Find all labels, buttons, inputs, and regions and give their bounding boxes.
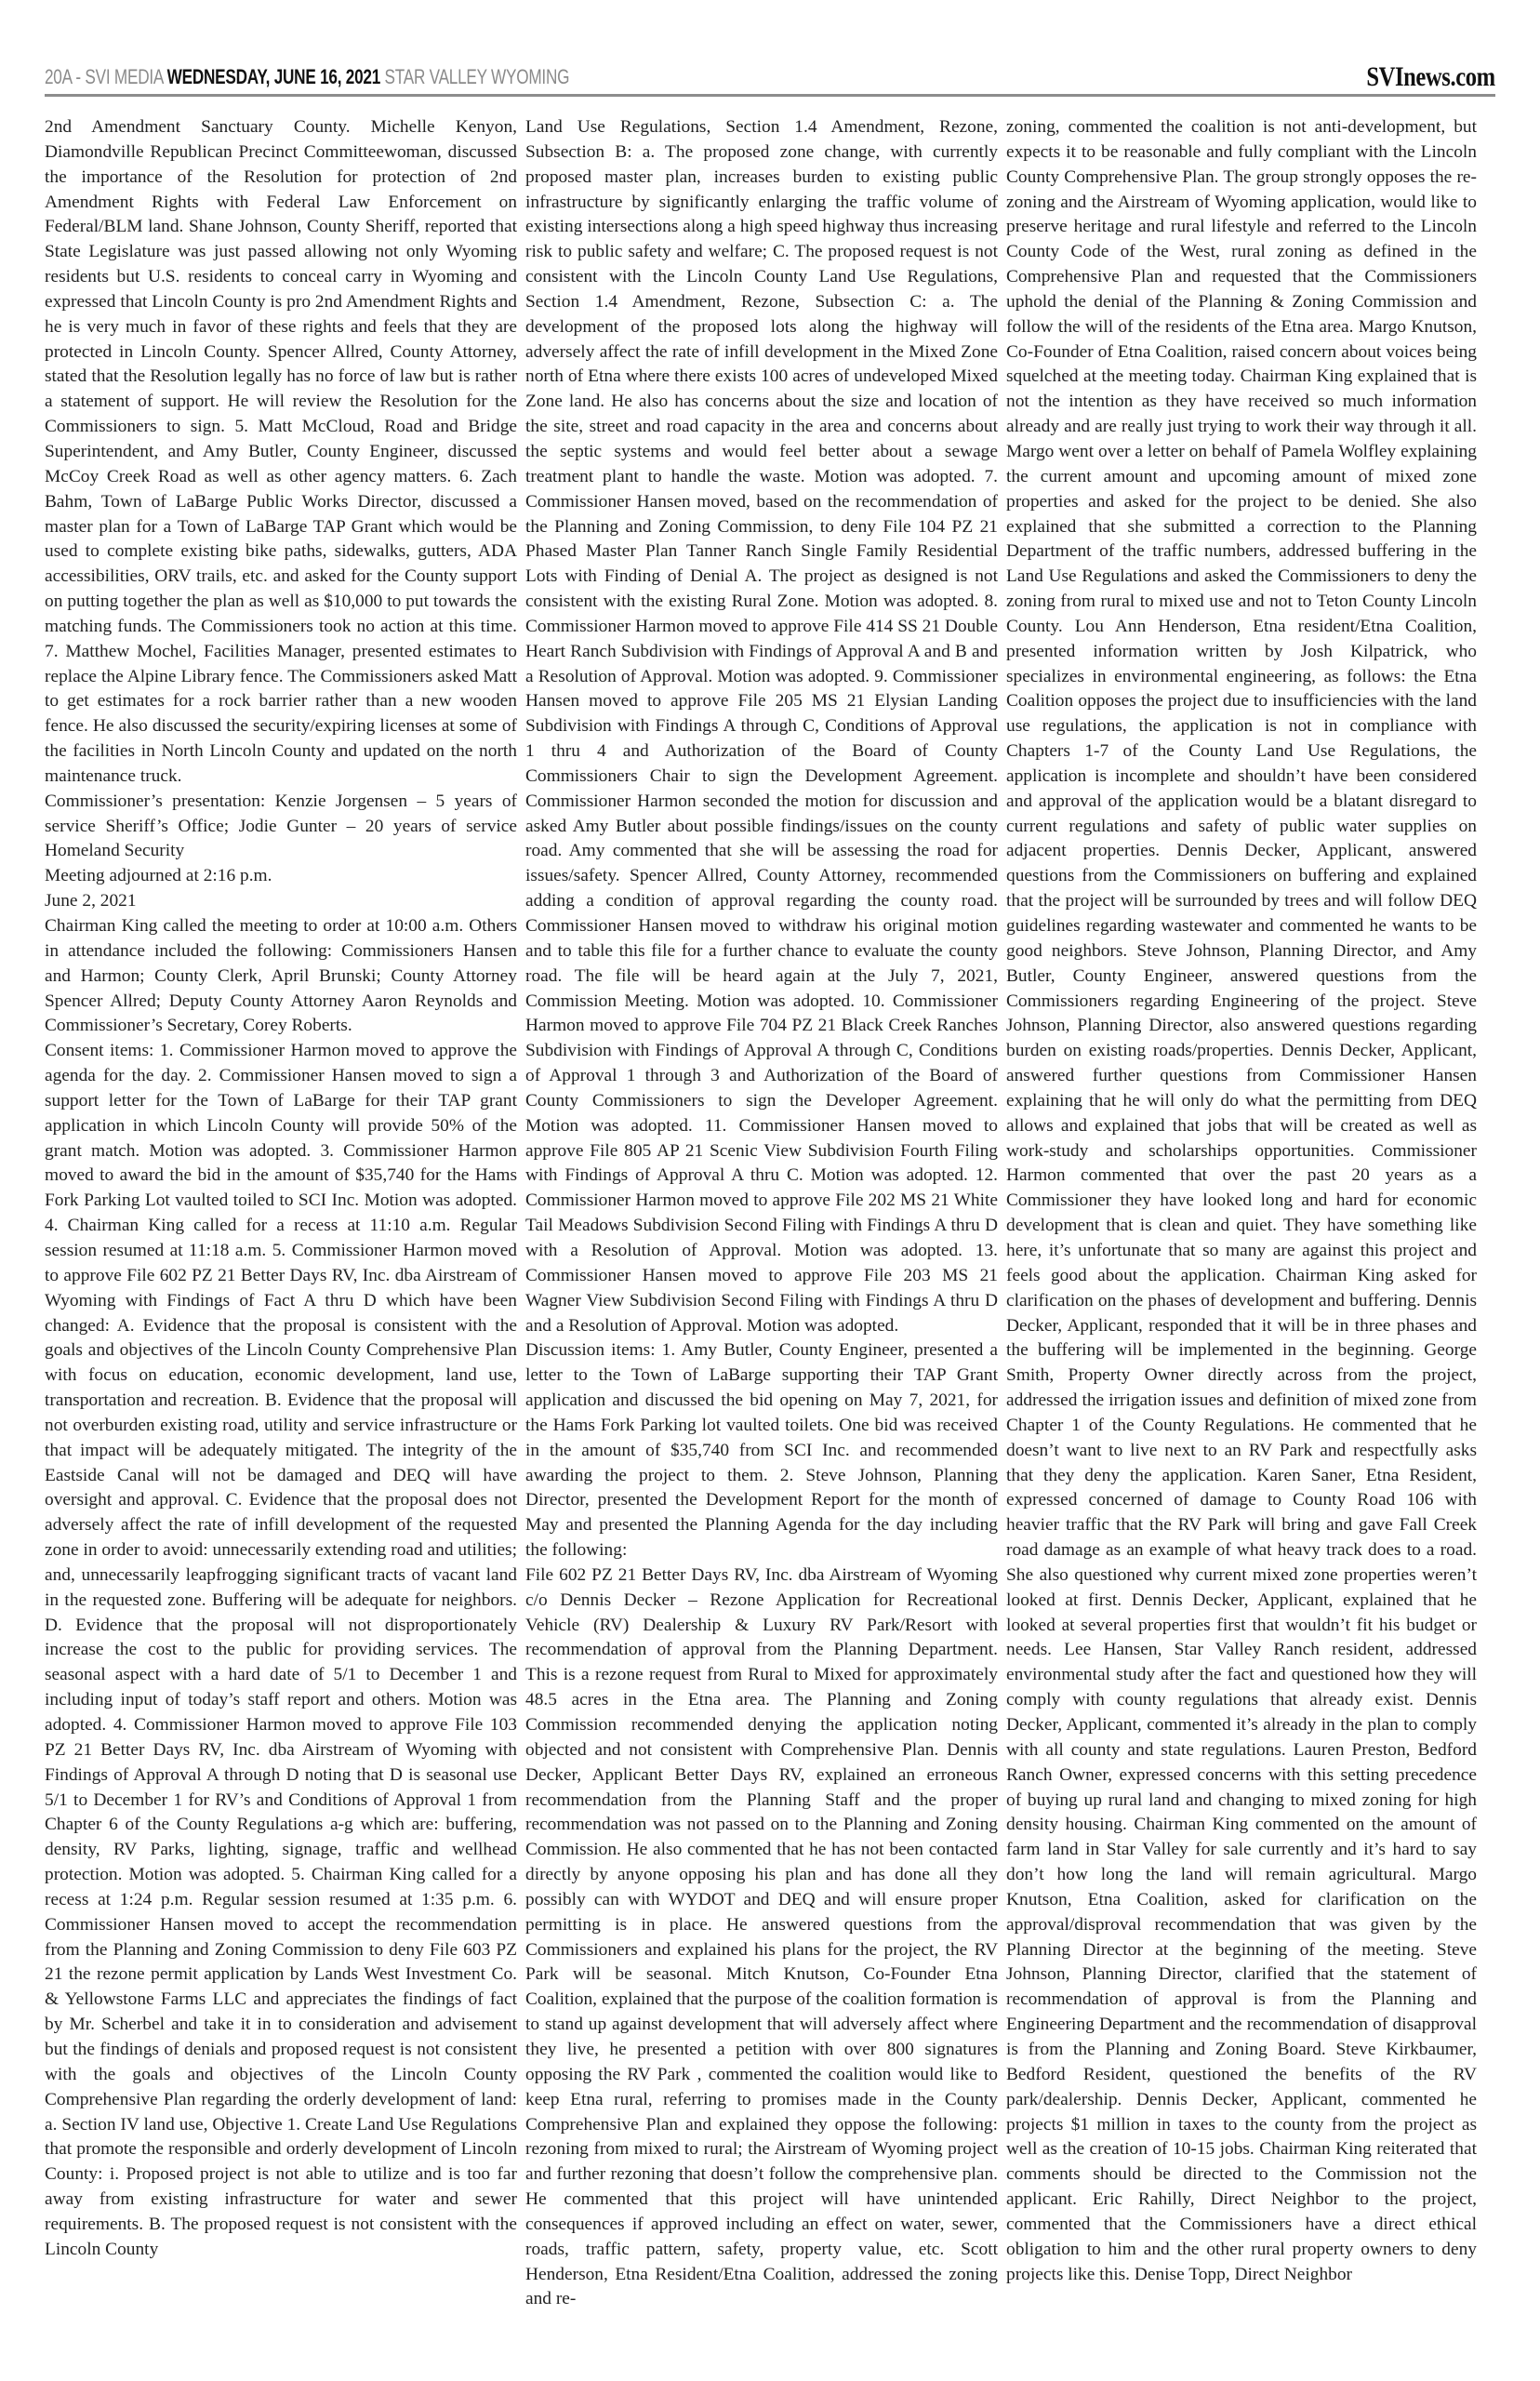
page-number: 20A - SVI MEDIA <box>45 65 164 88</box>
paragraph: File 602 PZ 21 Better Days RV, Inc. dba Airstream of Wyoming c/o Dennis Decker – Rezone Application for Recreational Vehicle (RV) Dealership & Luxury RV Park/Resort with recommendation of approval from the Planning Department. This is a rezone request from Rural to Mixed for approximately 48.5 acres in the Etna area. The Planning and Zoning Commission recommended denying the application noting objected and not consistent with Comprehensive Plan. Dennis Decker, Applicant Better Days RV, explained an erroneous recommendation from the Planning Staff and the proper recommendation was not passed on to the Planning and Zoning Commission. He also commented that he has not been contacted directly by anyone opposing his plan and has done all they possibly can with WYDOT and DEQ and will ensure proper permitting is in place. He answered questions from the Commissioners and explained his plans for the project, the RV Park will be seasonal. Mitch Knutson, Co-Founder Etna Coalition, explained that the purpose of the coalition formation is to stand up against development that will adversely affect where they live, he presented a petition with over 800 signatures opposing the RV Park , commented the coalition would like to keep Etna rural, referring to promises made in the County Comprehensive Plan and explained they oppose the following: rezoning from mixed to rural; the Airstream of Wyoming project and further rezoning that doesn’t follow the comprehensive plan. He commented that this project will have unintended consequences if approved including an effect on water, sewer, roads, traffic pattern, safety, property value, etc. Scott Henderson, Etna Resident/Etna Coalition, addressed the zoning and re- <box>525 1564 998 2309</box>
paragraph: zoning, commented the coalition is not anti-development, but expects it to be reasonable and fully compliant with the Lincoln County Comprehensive Plan. The group strongly opposes the re-zoning and the Airstream of Wyoming application, would like to preserve heritage and rural lifestyle and referred to the Lincoln County Code of the West, rural zoning as defined in the Comprehensive Plan and requested that the Commissioners uphold the denial of the Planning & Zoning Commission and follow the will of the residents of the Etna area. Margo Knutson, Co-Founder of Etna Coalition, raised concern about voices being squelched at the meeting today. Chairman King explained that is not the intention as they have received so much information already and are really just trying to work their way through it all. Margo went over a letter on behalf of Pamela Wolfley explaining the current amount and upcoming amount of mixed zone properties and asked for the project to be denied. She also explained that she submitted a correction to the Planning Department of the traffic numbers, addressed buffering in the Land Use Regulations and asked the Commissioners to deny the zoning from rural to mixed use and not to Teton County Lincoln County. Lou Ann Henderson, Etna resident/Etna Coalition, presented information written by Josh Kilpatrick, who specializes in environmental engineering, as follows: the Etna Coalition opposes the project due to insufficiencies with the land use regulations, the application is not in compliance with Chapters 1-7 of the County Land Use Regulations, the application is incomplete and shouldn’t have been considered and approval of the application would be a blatant disregard to current regulations and safety of public water supplies on adjacent properties. Dennis Decker, Applicant, answered questions from the Commissioners on buffering and explained that the project will be surrounded by trees and will follow DEQ guidelines regarding wastewater and commented he wants to be good neighbors. Steve Johnson, Planning Director, and Amy Butler, County Engineer, answered questions from the Commissioners regarding Engineering of the project. Steve Johnson, Planning Director, also answered questions regarding burden on existing roads/properties. Dennis Decker, Applicant, answered further questions from Commissioner Hansen explaining that he will only do what the permitting from DEQ allows and explained that jobs that will be created as well as work-study and scholarships opportunities. Commissioner Harmon commented that over the past 20 years as a Commissioner they have looked long and hard for economic development that is clean and quiet. They have something like here, it’s unfortunate that so many are against this project and feels good about the application. Chairman King asked for clarification on the phases of development and buffering. Dennis Decker, Applicant, responded that it will be in three phases and the buffering will be implemented in the beginning. George Smith, Property Owner directly across from the project, addressed the irrigation issues and definition of mixed zone from Chapter 1 of the County Regulations. He commented that he doesn’t want to live next to an RV Park and respectfully asks that they deny the application. Karen Saner, Etna Resident, expressed concerned of damage to County Road 106 with heavier traffic that the RV Park will bring and gave Fall Creek road damage as an example of what heavy track does to a road. She also questioned why current mixed zone properties weren’t looked at first. Dennis Decker, Applicant, explained that he looked at several properties first that wouldn’t fit his budget or needs. Lee Hansen, Star Valley Ranch resident, addressed environmental study after the fact and questioned how they will comply with county regulations that already exist. Dennis Decker, Applicant, commented it’s already in the plan to comply with all county and state regulations. Lauren Preston, Bedford Ranch Owner, expressed concerns with this setting precedence of buying up rural land and changing to mixed zoning for high density housing. Chairman King commented on the amount of farm land in Star Valley for sale currently and it’s hard to say don’t how long the land will remain agricultural. Margo Knutson, Etna Coalition, asked for clarification on the approval/disproval recommendation that was given by the Planning Director at the beginning of the meeting. Steve Johnson, Planning Director, clarified that the statement of recommendation of approval is from the Planning and Engineering Department and the recommendation of disapproval is from the Planning and Zoning Board. Steve Kirkbaumer, Bedford Resident, questioned the benefits of the RV park/dealership. Dennis Decker, Applicant, commented he projects $1 million in taxes to the county from the project as well as the creation of 10-15 jobs. Chairman King reiterated that comments should be directed to the Commission not the applicant. Eric Rahilly, Direct Neighbor to the project, commented that the Commissioners have a direct ethical obligation to him and the other rural property owners to deny projects like this. Denise Topp, Direct Neighbor <box>1006 117 1477 2284</box>
issue-date: WEDNESDAY, JUNE 16, 2021 <box>166 65 381 88</box>
page-folio <box>45 65 569 89</box>
paragraph: Consent items: 1. Commissioner Harmon moved to approve the agenda for the day. 2. Commissioner Hansen moved to sign a support letter for the Town of LaBarge for their TAP grant application in which Lincoln County will provide 50% of the grant match. Motion was adopted. 3. Commissioner Harmon moved to award the bid in the amount of $35,740 for the Hams Fork Parking Lot vaulted toiled to SCI Inc. Motion was adopted. 4. Chairman King called for a recess at 11:10 a.m. Regular session resumed at 11:18 a.m. 5. Commissioner Harmon moved to approve File 602 PZ 21 Better Days RV, Inc. dba Airstream of Wyoming with Findings of Fact A thru D which have been changed: A. Evidence that the proposal is consistent with the goals and objectives of the Lincoln County Comprehensive Plan with focus on education, economic development, land use, transportation and recreation. B. Evidence that the proposal will not overburden existing road, utility and service infrastructure or that impact will be adequately mitigated. The integrity of the Eastside Canal will not be damaged and DEQ will have oversight and approval. C. Evidence that the proposal does not adversely affect the rate of infill development of the requested zone in order to avoid: unnecessarily extending road and utilities; and, unnecessarily leapfrogging significant tracts of vacant land in the requested zone. Buffering will be adequate for neighbors. D. Evidence that the proposal will not disproportionately increase the cost to the public for providing services. The seasonal aspect with a hard date of 5/1 to December 1 and including input of today’s staff report and others. Motion was adopted. 4. Commissioner Harmon moved to approve File 103 PZ 21 Better Days RV, Inc. dba Airstream of Wyoming with Findings of Approval A through D noting that D is seasonal use 5/1 to December 1 for RV’s and Conditions of Approval 1 from Chapter 6 of the County Regulations a-g which are: buffering, density, RV Parks, lighting, signage, traffic and wellhead protection. Motion was adopted. 5. Chairman King called for a recess at 1:24 p.m. Regular session resumed at 1:35 p.m. 6. Commissioner Hansen moved to accept the recommendation from the Planning and Zoning Commission to deny File 603 PZ 21 the rezone permit application by Lands West Investment Co. & Yellowstone Farms LLC and appreciates the findings of fact by Mr. Scherbel and take it in to consideration and advisement but the findings of denials and proposed request is not consistent with the goals and objectives of the Lincoln County Comprehensive Plan regarding the orderly development of land: a. Section IV land use, Objective 1. Create Land Use Regulations that promote the responsible and orderly development of Lincoln County: i. Proposed project is not able to utilize and is too far away from existing infrastructure for water and sewer requirements. B. The proposed request is not consistent with the Lincoln County <box>45 1041 517 2259</box>
site-name: SVInews.com <box>1366 61 1495 92</box>
article-column-2 <box>525 115 998 2309</box>
paragraph: Commissioner’s presentation: Kenzie Jorgensen – 5 years of service Sheriff’s Office; Jodie Gunter – 20 years of service Homeland Security <box>45 791 517 861</box>
paragraph: Discussion items: 1. Amy Butler, County Engineer, presented a letter to the Town of LaBarge supporting their TAP Grant application and discussed the bid opening on May 7, 2021, for the Hams Fork Parking lot vaulted toilets. One bid was received in the amount of $35,740 from SCI Inc. and recommended awarding the project to them. 2. Steve Johnson, Planning Director, presented the Development Report for the month of May and presented the Planning Agenda for the day including the following: <box>525 1340 998 1561</box>
masthead <box>45 61 1495 95</box>
paragraph: 2nd Amendment Sanctuary County. Michelle Kenyon, Diamondville Republican Precinct Committeewoman, discussed the importance of the Resolution for protection of 2nd Amendment Rights with Federal Law Enforcement on Federal/BLM land. Shane Johnson, County Sheriff, reported that State Legislature was just passed allowing not only Wyoming residents but U.S. residents to conceal carry in Wyoming and expressed that Lincoln County is pro 2nd Amendment Rights and he is very much in favor of these rights and feels that they are protected in Lincoln County. Spencer Allred, County Attorney, stated that the Resolution legally has no force of law but is rather a statement of support. He will review the Resolution for the Commissioners to sign. 5. Matt McCloud, Road and Bridge Superintendent, and Amy Butler, County Engineer, discussed McCoy Creek Road as well as other agency matters. 6. Zach Bahm, Town of LaBarge Public Works Director, discussed a master plan for a Town of LaBarge TAP Grant which would be used to complete existing bike paths, sidewalks, gutters, ADA accessibilities, ORV trails, etc. and asked for the County support on putting together the plan as well as $10,000 to put towards the matching funds. The Commissioners took no action at this time. 7. Matthew Mochel, Facilities Manager, presented estimates to replace the Alpine Library fence. The Commissioners asked Matt to get estimates for a rock barrier rather than a new wooden fence. He also discussed the security/expiring licenses at some of the facilities in North Lincoln County and updated on the north maintenance truck. <box>45 117 517 786</box>
header-divider <box>45 94 1495 97</box>
paragraph: Land Use Regulations, Section 1.4 Amendment, Rezone, Subsection B: a. The proposed zone change, with currently proposed master plan, increases burden to existing public infrastructure by significantly enlarging the traffic volume of existing intersections along a high speed highway thus increasing risk to public safety and welfare; C. The proposed request is not consistent with the Lincoln County Land Use Regulations, Section 1.4 Amendment, Rezone, Subsection C: a. The development of the proposed lots along the highway will adversely affect the rate of infill development in the Mixed Zone north of Etna where there exists 100 acres of undeveloped Mixed Zone land. He also has concerns about the size and location of the site, street and road capacity in the area and concerns about the septic systems and would feel better about a sewage treatment plant to handle the waste. Motion was adopted. 7. Commissioner Hansen moved, based on the recommendation of the Planning and Zoning Commission, to deny File 104 PZ 21 Phased Master Plan Tanner Ranch Single Family Residential Lots with Finding of Denial A. The project as designed is not consistent with the existing Rural Zone. Motion was adopted. 8. Commissioner Harmon moved to approve File 414 SS 21 Double Heart Ranch Subdivision with Findings of Approval A and B and a Resolution of Approval. Motion was adopted. 9. Commissioner Hansen moved to approve File 205 MS 21 Elysian Landing Subdivision with Findings A through C, Conditions of Approval 1 thru 4 and Authorization of the Board of County Commissioners Chair to sign the Development Agreement. Commissioner Harmon seconded the motion for discussion and asked Amy Butler about possible findings/issues on the county road. Amy commented that she will be assessing the road for issues/safety. Spencer Allred, County Attorney, recommended adding a condition of approval regarding the county road. Commissioner Hansen moved to withdraw his original motion and to table this file for a further chance to evaluate the county road. The file will be heard again at the July 7, 2021, Commission Meeting. Motion was adopted. 10. Commissioner Harmon moved to approve File 704 PZ 21 Black Creek Ranches Subdivision with Findings of Approval A through C, Conditions of Approval 1 through 3 and Authorization of the Board of County Commissioners to sign the Developer Agreement. Motion was adopted. 11. Commissioner Hansen moved to approve File 805 AP 21 Scenic View Subdivision Fourth Filing with Findings of Approval A thru C. Motion was adopted. 12. Commissioner Harmon moved to approve File 202 MS 21 White Tail Meadows Subdivision Second Filing with Findings A thru D with a Resolution of Approval. Motion was adopted. 13. Commissioner Hansen moved to approve File 203 MS 21 Wagner View Subdivision Second Filing with Findings A thru D and a Resolution of Approval. Motion was adopted. <box>525 117 998 1336</box>
paragraph: Chairman King called the meeting to order at 10:00 a.m. Others in attendance included the following: Commissioners Hansen and Harmon; County Clerk, April Brunski; County Attorney Spencer Allred; Deputy County Attorney Aaron Reynolds and Commissioner’s Secretary, Corey Roberts. <box>45 916 517 1036</box>
publication-location: STAR VALLEY WYOMING <box>384 65 570 88</box>
article-column-1 <box>45 115 517 2296</box>
paragraph: Meeting adjourned at 2:16 p.m. <box>45 866 272 886</box>
article-column-3 <box>1006 115 1477 2296</box>
paragraph: June 2, 2021 <box>45 891 137 911</box>
